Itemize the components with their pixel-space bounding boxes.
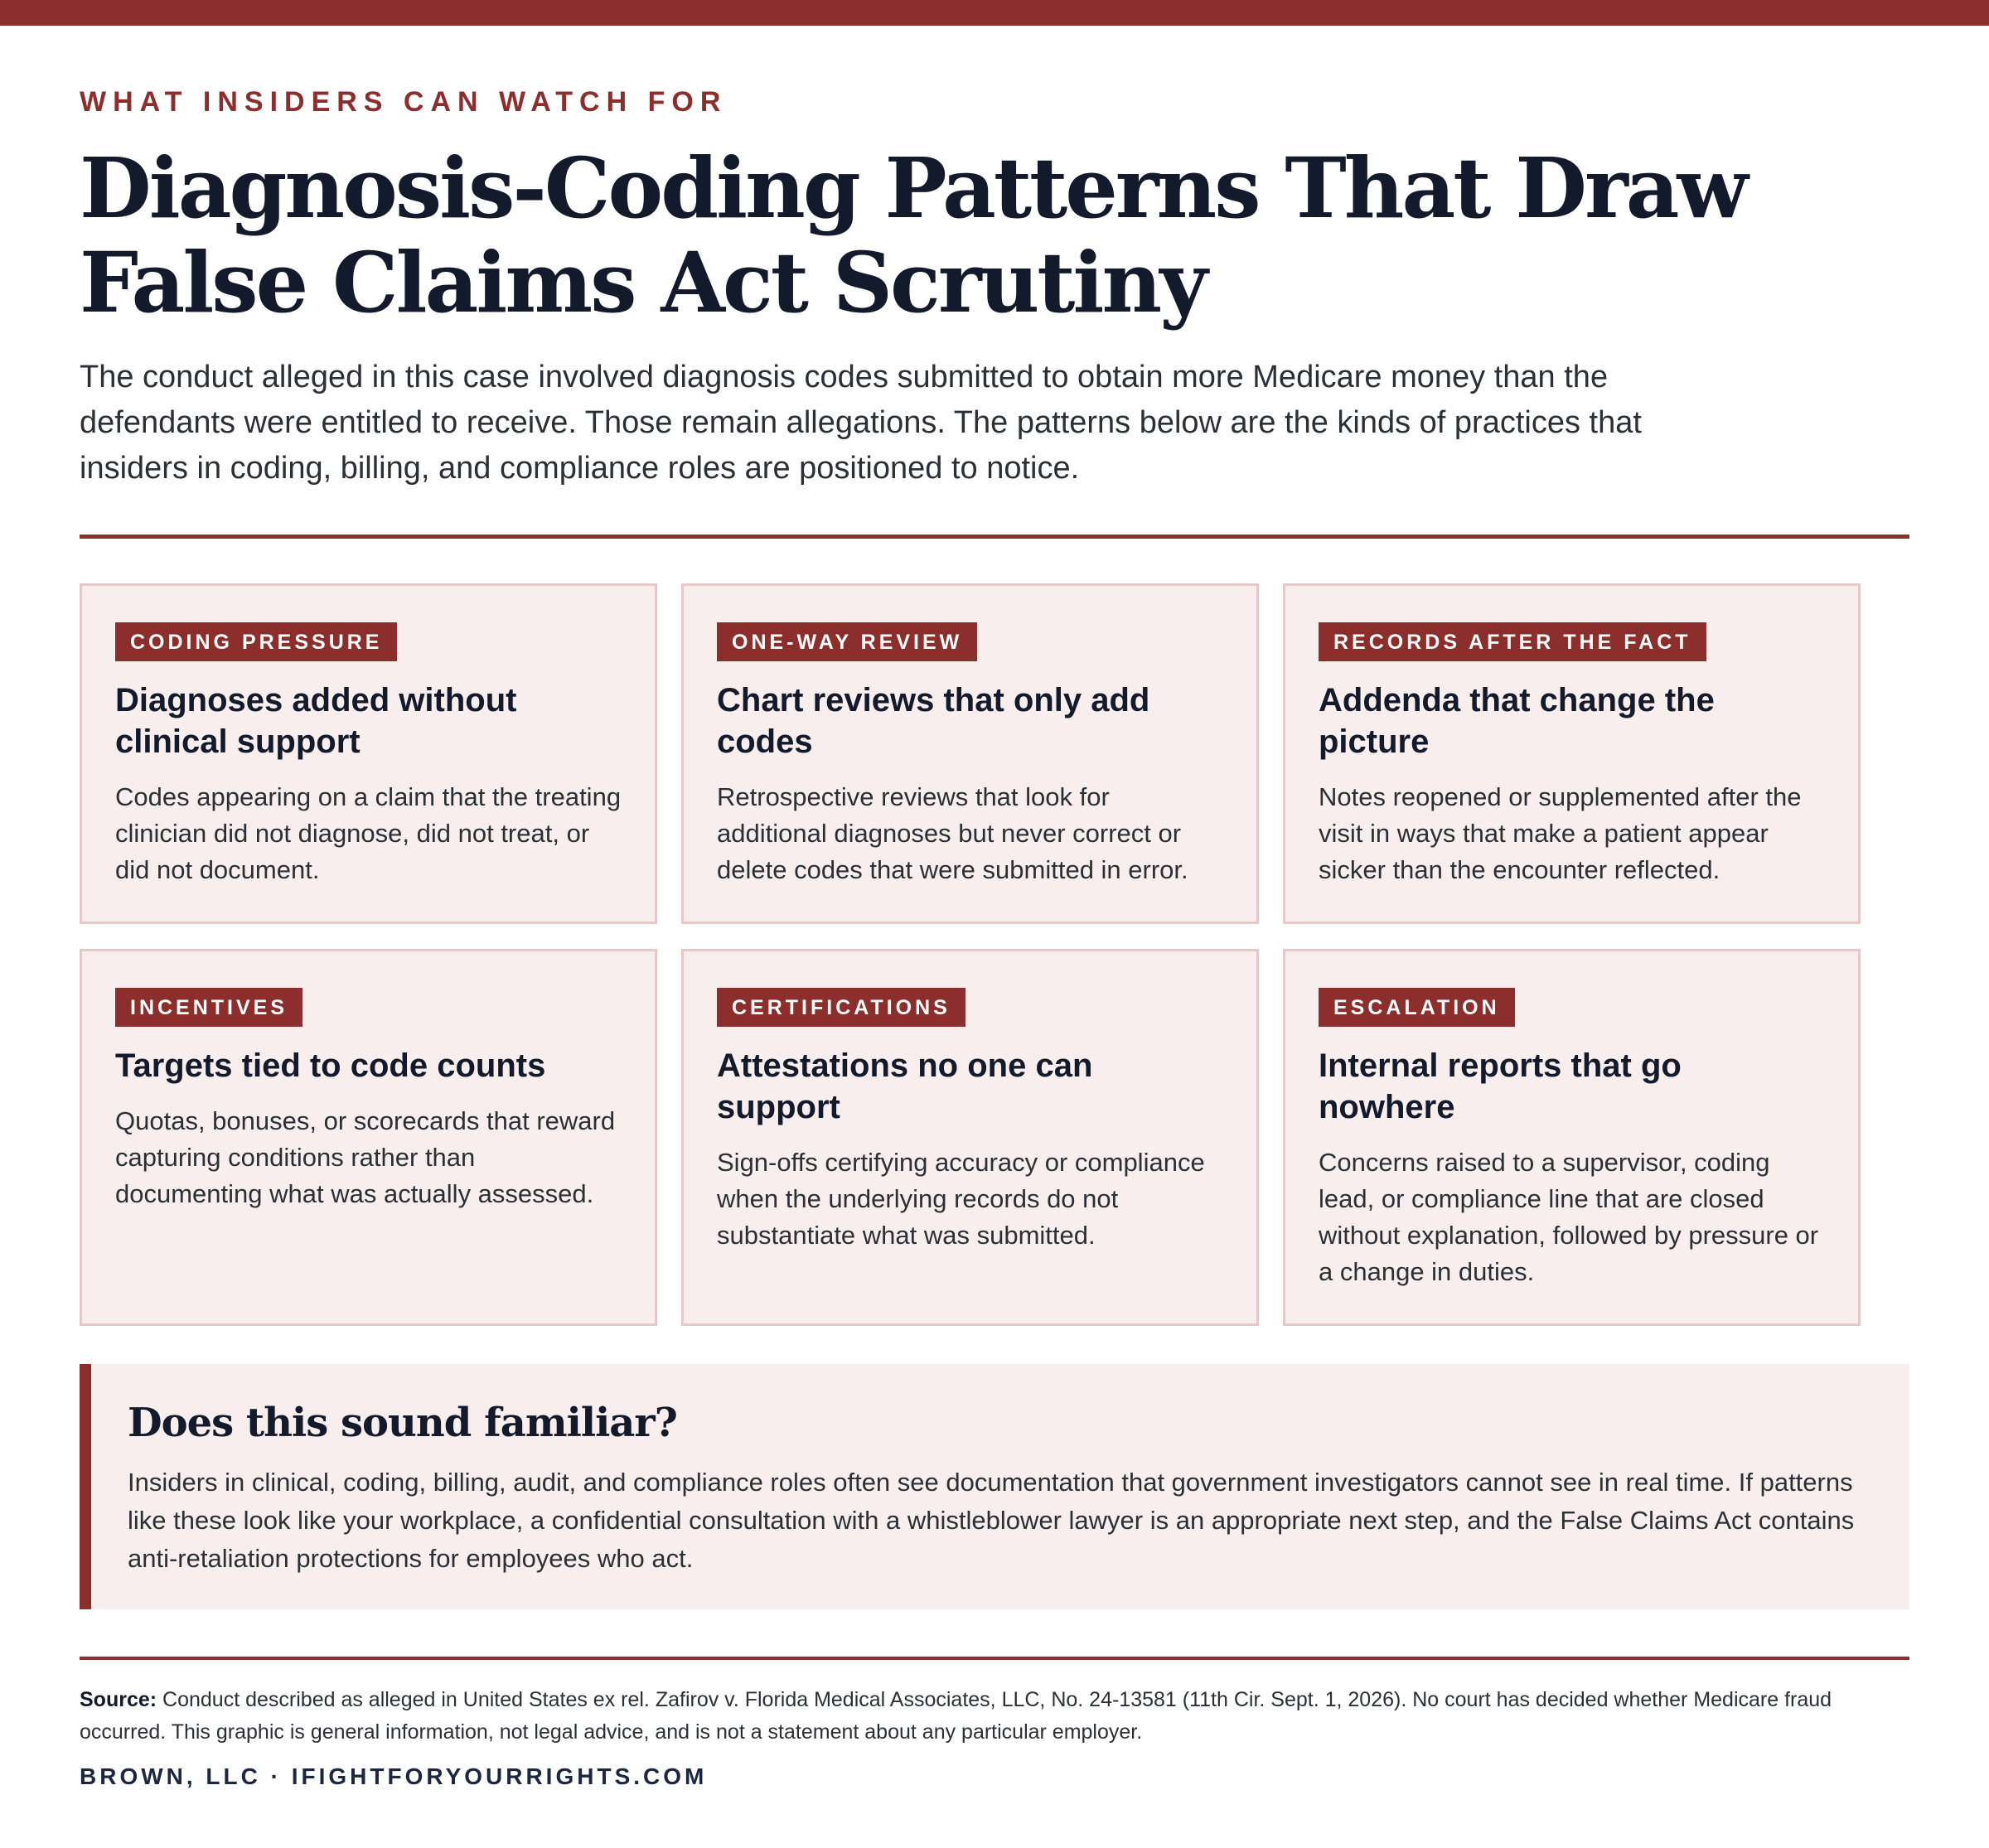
card-tag: ESCALATION (1319, 988, 1515, 1027)
card-body: Concerns raised to a supervisor, coding lead, or compliance line that are closed without explanation, followed by pressure or a change in duties. (1319, 1148, 1819, 1286)
brand-line: BROWN, LLC · IFIGHTFORYOURRIGHTS.COM (80, 1763, 708, 1789)
card-body: Quotas, bonuses, or scorecards that reward capturing conditions rather than documenting what was actually assessed. (115, 1106, 616, 1208)
source-note (80, 1684, 1911, 1749)
pattern-card-incentives (80, 949, 657, 1326)
pattern-card-coding-pressure (80, 583, 657, 924)
intro-paragraph: The conduct alleged in this case involved diagnosis codes submitted to obtain more Medicare money than the defendants were entitled to receive. Those remain allegations. The patterns below are the kinds of practices that insiders in coding, billing, and compliance roles are positioned to notice. (80, 360, 1642, 486)
card-body: Codes appearing on a claim that the treating clinician did not diagnose, did not treat, or did not document. (115, 782, 622, 884)
card-tag: RECORDS AFTER THE FACT (1319, 622, 1706, 661)
footer-divider (80, 1657, 1909, 1660)
card-tag: CODING PRESSURE (115, 622, 397, 661)
card-body: Retrospective reviews that look for additional diagnoses but never correct or delete codes that were submitted in error. (717, 782, 1188, 884)
callout-body: Insiders in clinical, coding, billing, audit, and compliance roles often see documentation that government investigators cannot see in real time. If patterns like these look like your workplace, a confidential consultation with a whistleblower lawyer is an appropriate next step, and the False Claims Act contains anti-retaliation protections for employees who act. (128, 1468, 1855, 1573)
pattern-card-escalation (1283, 949, 1861, 1326)
card-tag: CERTIFICATIONS (717, 988, 965, 1027)
card-title: Addenda that change the picture (1319, 682, 1715, 760)
card-tag: INCENTIVES (115, 988, 302, 1027)
page-title-line-1: Diagnosis-Coding Patterns That Draw (80, 139, 1746, 237)
page-title-line-2: False Claims Act Scrutiny (80, 234, 1206, 331)
section-divider (80, 535, 1909, 539)
source-label: Source: (80, 1688, 157, 1711)
card-tag: ONE-WAY REVIEW (717, 622, 977, 661)
card-body: Sign-offs certifying accuracy or compliance when the underlying records do not substantiate what was submitted. (717, 1148, 1205, 1250)
card-title: Chart reviews that only add codes (717, 682, 1150, 760)
eyebrow-label: WHAT INSIDERS CAN WATCH FOR (80, 86, 728, 118)
source-text: Conduct described as alleged in United States ex rel. Zafirov v. Florida Medical Associates, LLC, No. 24-13581 (11th Cir. Sept. 1, 2026). No court has decided whether Medicare fraud occurred. This graphic is general information, not legal advice, and is not a statement about any particular employer. (80, 1688, 1832, 1744)
card-title: Internal reports that go nowhere (1319, 1047, 1682, 1125)
callout-box (80, 1364, 1909, 1609)
pattern-card-one-way-review (681, 583, 1259, 924)
card-body: Notes reopened or supplemented after the visit in ways that make a patient appear sicker than the encounter reflected. (1319, 782, 1802, 884)
page-title (80, 141, 1903, 330)
pattern-card-records-after-the-fact (1283, 583, 1861, 924)
card-title: Targets tied to code counts (115, 1047, 546, 1084)
top-accent-bar (0, 0, 1989, 26)
pattern-card-certifications (681, 949, 1259, 1326)
card-title: Diagnoses added without clinical support (115, 682, 517, 760)
card-title: Attestations no one can support (717, 1047, 1093, 1125)
callout-title: Does this sound familiar? (128, 1400, 677, 1446)
